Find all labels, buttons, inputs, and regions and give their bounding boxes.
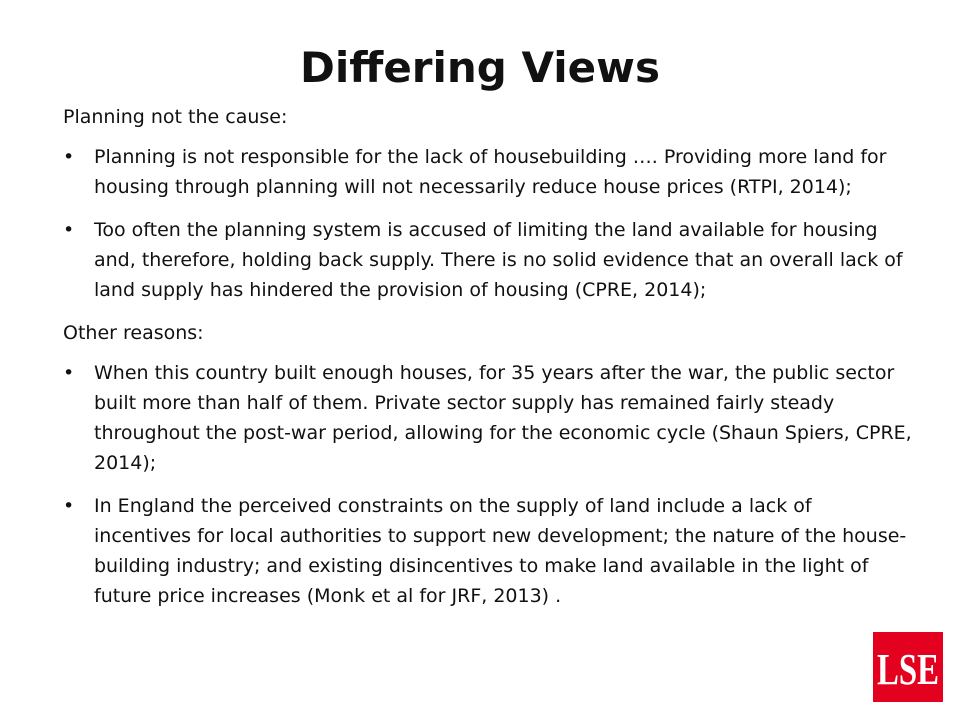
lse-logo [873,632,943,702]
slide-content [63,102,913,624]
bullet-list-other [63,358,913,611]
slide-title: Differing Views [300,43,660,92]
bullet-item [63,358,913,478]
bullet-dot: • [63,146,75,168]
bullet-dot: • [63,495,75,517]
bullet-dot: • [63,362,75,384]
bullet-text: When this country built enough houses, for 35 years after the war, the public sector built more than half of them. Private sector supply has remained fairly steady throughout the post-war period, allowing for the economic cycle (Shaun Spiers, CPRE, 2014); [94,362,912,474]
bullet-text: Too often the planning system is accused of limiting the land available for housing and, therefore, holding back supply. There is no solid evidence that an overall lack of land supply has hindered the provision of housing (CPRE, 2014); [94,219,903,301]
bullet-text: In England the perceived constraints on the supply of land include a lack of incentives for local authorities to support new development; the nature of the house-building industry; and existing disincentives to make land available in the light of future price increases (Monk et al for JRF, 2013) . [94,495,907,607]
bullet-item [63,215,913,305]
bullet-list-planning [63,142,913,305]
bullet-dot: • [63,219,75,241]
section-heading-other: Other reasons: [63,322,204,344]
lse-logo-text: LSE [877,645,939,694]
section-heading-planning: Planning not the cause: [63,106,288,128]
bullet-item [63,142,913,202]
lse-logo-mark [873,632,943,702]
bullet-text: Planning is not responsible for the lack of housebuilding …. Providing more land for housing through planning will not necessarily reduce house prices (RTPI, 2014); [94,146,887,198]
bullet-item [63,491,913,611]
